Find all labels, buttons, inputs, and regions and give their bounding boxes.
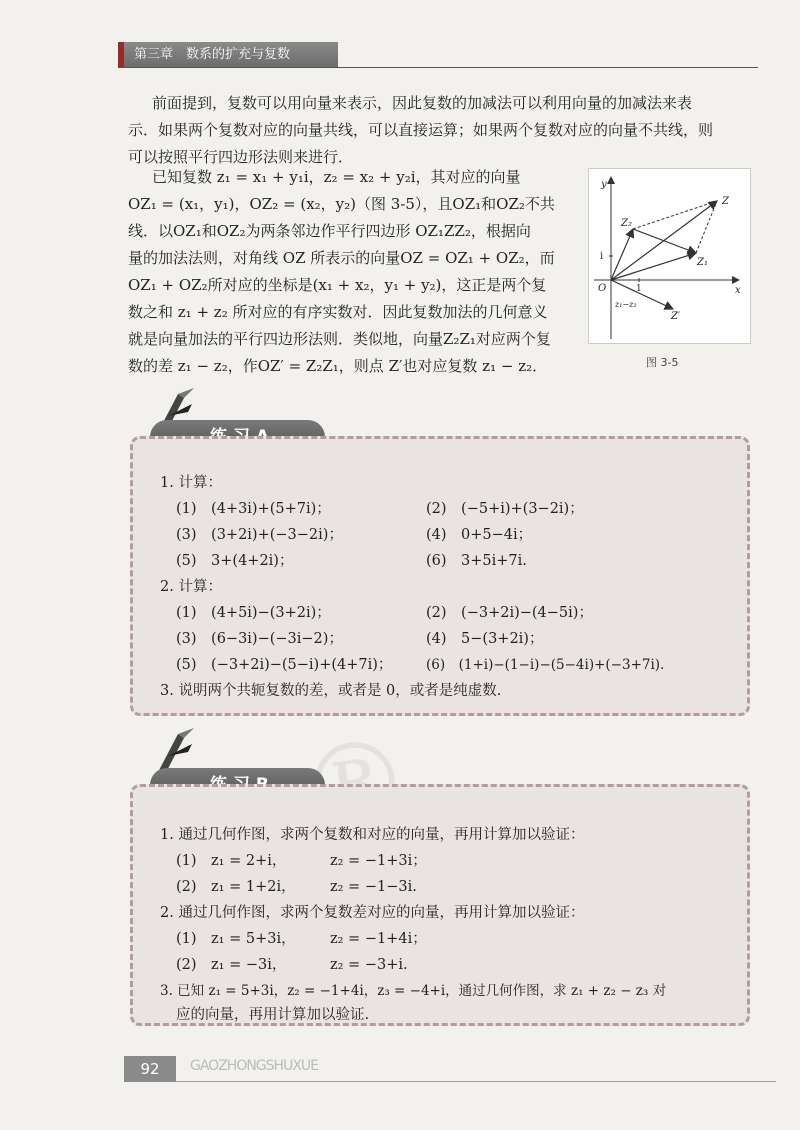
label-z: Z <box>722 196 729 207</box>
vector-oz1 <box>611 253 696 280</box>
exercise-b-q2: 2. 通过几何作图，求两个复数差对应的向量，再用计算加以验证： <box>160 905 585 921</box>
figure-caption: 图 3-5 <box>646 356 679 369</box>
exercise-b-q2-1a: (1) z₁ = 5+3i， <box>176 931 296 947</box>
exercise-a-q2-2: (2) (−3+2i)−(4−5i)； <box>426 605 593 621</box>
exercise-b-q1: 1. 通过几何作图，求两个复数和对应的向量，再用计算加以验证： <box>160 827 585 843</box>
intro-line-2: 示．如果两个复数对应的向量共线，可以直接运算；如果两个复数对应的向量不共线，则 <box>128 121 714 139</box>
label-z2: Z₂ <box>621 218 632 229</box>
body-line-4: 量的加法法则，对角线 OZ 所表示的向量OZ = OZ₁ + OZ₂，而 <box>128 249 555 267</box>
body-line-5: OZ₁ + OZ₂所对应的坐标是(x₁ + x₂，y₁ + y₂)，这正是两个复 <box>128 276 547 294</box>
vector-z2z1 <box>633 229 696 253</box>
exercise-a-q1-3: (3) (3+2i)+(−3−2i)； <box>176 527 343 543</box>
page-number: 92 <box>124 1056 176 1082</box>
body-line-2: OZ₁ = (x₁，y₁)，OZ₂ = (x₂，y₂)（图 3-5），且OZ₁和OZ₂不共 <box>128 195 555 213</box>
label-z1-minus-z2: z₁−z₂ <box>615 300 637 309</box>
exercise-a-q1-6: (6) 3+5i+7i. <box>426 553 527 569</box>
exercise-a-q2-4: (4) 5−(3+2i)； <box>426 631 544 647</box>
exercise-a-q2-6: (6) (1+i)−(1−i)−(5−4i)+(−3+7i). <box>426 657 665 673</box>
exercise-a-q2-3: (3) (6−3i)−(−3i−2)； <box>176 631 343 647</box>
exercise-b-q3-line-2: 应的向量，再用计算加以验证. <box>176 1007 370 1023</box>
footer-series-text: GAOZHONGSHUXUE <box>190 1058 319 1074</box>
exercise-b-q2-2b: z₂ = −3+i. <box>330 957 408 973</box>
exercise-a-q1: 1. 计算： <box>160 475 222 491</box>
exercise-b-q1-1a: (1) z₁ = 2+i， <box>176 853 287 869</box>
header-rule <box>118 67 758 68</box>
label-z-prime: Z′ <box>671 311 681 322</box>
exercise-a-q2: 2. 计算： <box>160 579 222 595</box>
exercise-a-q1-4: (4) 0+5−4i； <box>426 527 533 543</box>
body-line-3: 线．以OZ₁和OZ₂为两条邻边作平行四边形 OZ₁ZZ₂，根据向 <box>128 222 531 240</box>
exercise-b-q1-2b: z₂ = −1−3i. <box>330 879 417 895</box>
exercise-b-q3-line-1: 3. 已知 z₁ = 5+3i，z₂ = −1+4i，z₃ = −4+i，通过几何作图，求 z₁ + z₂ − z₃ 对 <box>160 983 667 999</box>
intro-line-3: 可以按照平行四边形法则来进行． <box>128 148 354 166</box>
chapter-header <box>118 42 758 68</box>
intro-line-1: 前面提到，复数可以用向量来表示，因此复数的加减法可以利用向量的加减法来表 <box>152 94 693 112</box>
vector-diagram <box>589 169 752 345</box>
label-y: y <box>601 179 607 190</box>
footer-rule <box>176 1081 776 1082</box>
exercise-b-q1-2a: (2) z₁ = 1+2i， <box>176 879 296 895</box>
label-origin: O <box>598 283 607 294</box>
label-i: i <box>600 251 604 262</box>
exercise-a-q2-1: (1) (4+5i)−(3+2i)； <box>176 605 331 621</box>
exercise-b-q1-1b: z₂ = −1+3i； <box>330 853 427 869</box>
body-line-6: 数之和 z₁ + z₂ 所对应的有序实数对．因此复数加法的几何意义 <box>128 303 548 321</box>
label-one: 1 <box>636 284 642 294</box>
chapter-title: 第三章 数系的扩充与复数 <box>118 42 338 68</box>
exercise-a-q1-2: (2) (−5+i)+(3−2i)； <box>426 501 584 517</box>
body-line-8: 数的差 z₁ − z₂，作OZ′ = Z₂Z₁，则点 Z′也对应复数 z₁ − z₂． <box>128 357 548 375</box>
label-x: x <box>735 285 741 296</box>
body-line-7: 就是向量加法的平行四边形法则．类似地，向量Z₂Z₁对应两个复 <box>128 330 551 348</box>
exercise-a-q1-5: (5) 3+(4+2i)； <box>176 553 294 569</box>
exercise-a-q3: 3. 说明两个共轭复数的差，或者是 0，或者是纯虚数. <box>160 683 502 699</box>
parallelogram-side-1 <box>633 201 717 229</box>
label-z1: Z₁ <box>697 257 708 268</box>
body-line-1: 已知复数 z₁ = x₁ + y₁i，z₂ = x₂ + y₂i，其对应的向量 <box>152 168 521 186</box>
exercise-b-q2-1b: z₂ = −1+4i； <box>330 931 427 947</box>
exercise-b-q2-2a: (2) z₁ = −3i， <box>176 957 287 973</box>
exercise-a-q2-5: (5) (−3+2i)−(5−i)+(4+7i)； <box>176 657 393 673</box>
figure-3-5 <box>588 168 751 344</box>
exercise-a-q1-1: (1) (4+3i)+(5+7i)； <box>176 501 331 517</box>
